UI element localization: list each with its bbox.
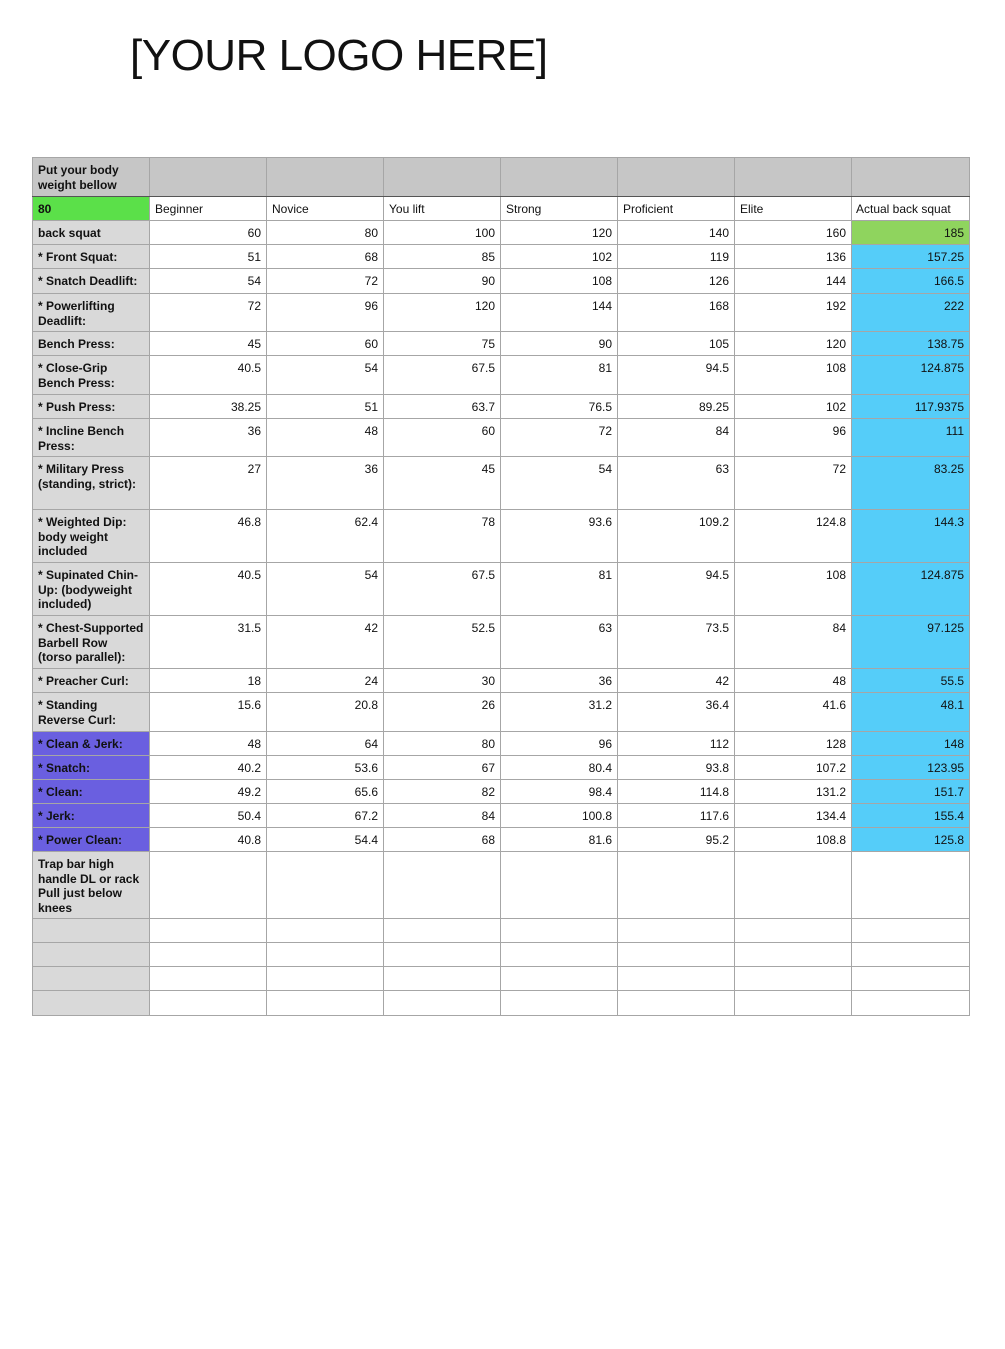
standard-value-cell[interactable]: 24 (267, 669, 384, 693)
exercise-label: * Jerk: (33, 804, 150, 828)
standard-value-cell[interactable]: 65.6 (267, 780, 384, 804)
exercise-label: Bench Press: (33, 332, 150, 356)
standard-value-cell[interactable]: 134.4 (735, 804, 852, 828)
standard-value-cell[interactable]: 96 (267, 294, 384, 332)
standard-value-cell[interactable]: 53.6 (267, 756, 384, 780)
standard-value-cell[interactable]: 80 (384, 732, 501, 756)
column-header: You lift (384, 197, 501, 221)
exercise-row (33, 828, 970, 852)
standard-value-cell[interactable]: 45 (150, 332, 267, 356)
standard-value-cell[interactable]: 40.2 (150, 756, 267, 780)
actual-value-cell[interactable]: 125.8 (852, 828, 970, 852)
standard-value-cell[interactable]: 112 (618, 732, 735, 756)
actual-value-cell[interactable]: 83.25 (852, 457, 970, 510)
exercise-row (33, 732, 970, 756)
exercise-label: * Powerlifting Deadlift: (33, 294, 150, 332)
exercise-row (33, 332, 970, 356)
exercise-label: * Standing Reverse Curl: (33, 693, 150, 732)
standard-value-cell[interactable]: 94.5 (618, 356, 735, 395)
actual-value-cell[interactable]: 97.125 (852, 616, 970, 669)
standard-value-cell[interactable]: 48 (267, 419, 384, 457)
standard-value-cell[interactable]: 67.5 (384, 563, 501, 616)
exercise-label: * Supinated Chin-Up: (bodyweight included) (33, 563, 150, 616)
actual-value-cell[interactable]: 124.875 (852, 356, 970, 395)
exercise-row (33, 245, 970, 269)
empty-row (33, 967, 970, 991)
standard-value-cell[interactable]: 63 (501, 616, 618, 669)
actual-value-cell[interactable]: 185 (852, 221, 970, 245)
exercise-row (33, 804, 970, 828)
standard-value-cell[interactable]: 124.8 (735, 510, 852, 563)
standard-value-cell[interactable]: 82 (384, 780, 501, 804)
standard-value-cell[interactable]: 105 (618, 332, 735, 356)
standard-value-cell[interactable]: 160 (735, 221, 852, 245)
standard-value-cell[interactable]: 76.5 (501, 395, 618, 419)
standard-value-cell[interactable]: 84 (384, 804, 501, 828)
exercise-label: * Snatch Deadlift: (33, 269, 150, 294)
standard-value-cell[interactable]: 119 (618, 245, 735, 269)
standard-value-cell[interactable]: 54 (150, 269, 267, 294)
standard-value-cell[interactable]: 50.4 (150, 804, 267, 828)
exercise-label: * Incline Bench Press: (33, 419, 150, 457)
exercise-label: * Clean & Jerk: (33, 732, 150, 756)
actual-value-cell[interactable]: 111 (852, 419, 970, 457)
column-header: Elite (735, 197, 852, 221)
standard-value-cell[interactable]: 15.6 (150, 693, 267, 732)
standard-value-cell[interactable]: 114.8 (618, 780, 735, 804)
standard-value-cell[interactable]: 80.4 (501, 756, 618, 780)
standard-value-cell[interactable]: 192 (735, 294, 852, 332)
standard-value-cell[interactable]: 89.25 (618, 395, 735, 419)
exercise-row (33, 780, 970, 804)
exercise-row (33, 419, 970, 457)
actual-value-cell[interactable]: 155.4 (852, 804, 970, 828)
exercise-row (33, 693, 970, 732)
standard-value-cell[interactable]: 96 (735, 419, 852, 457)
actual-value-cell[interactable]: 55.5 (852, 669, 970, 693)
standard-value-cell[interactable]: 100.8 (501, 804, 618, 828)
standard-value-cell[interactable]: 144 (501, 294, 618, 332)
exercise-label: * Chest-Supported Barbell Row (torso parallel): (33, 616, 150, 669)
exercise-row (33, 269, 970, 294)
exercise-label: * Power Clean: (33, 828, 150, 852)
column-header: Strong (501, 197, 618, 221)
column-header-row (33, 197, 970, 221)
standard-value-cell[interactable]: 18 (150, 669, 267, 693)
standard-value-cell[interactable]: 98.4 (501, 780, 618, 804)
standard-value-cell[interactable]: 131.2 (735, 780, 852, 804)
standard-value-cell[interactable]: 30 (384, 669, 501, 693)
exercise-row (33, 294, 970, 332)
standard-value-cell[interactable]: 90 (384, 269, 501, 294)
standard-value-cell[interactable]: 41.6 (735, 693, 852, 732)
standard-value-cell[interactable]: 100 (384, 221, 501, 245)
standard-value-cell[interactable]: 140 (618, 221, 735, 245)
standard-value-cell[interactable]: 46.8 (150, 510, 267, 563)
standard-value-cell[interactable]: 109.2 (618, 510, 735, 563)
actual-value-cell[interactable]: 148 (852, 732, 970, 756)
exercise-label: Trap bar high handle DL or rack Pull just below knees (33, 852, 150, 919)
exercise-label: * Clean: (33, 780, 150, 804)
standard-value-cell[interactable]: 38.25 (150, 395, 267, 419)
standard-value-cell[interactable]: 90 (501, 332, 618, 356)
standard-value-cell[interactable]: 102 (501, 245, 618, 269)
standard-value-cell[interactable]: 27 (150, 457, 267, 510)
exercise-label: back squat (33, 221, 150, 245)
standard-value-cell[interactable]: 63.7 (384, 395, 501, 419)
actual-value-cell[interactable]: 151.7 (852, 780, 970, 804)
standard-value-cell[interactable]: 120 (384, 294, 501, 332)
standard-value-cell[interactable]: 81 (501, 356, 618, 395)
exercise-label: * Weighted Dip: body weight included (33, 510, 150, 563)
standard-value-cell[interactable]: 26 (384, 693, 501, 732)
standard-value-cell[interactable]: 117.6 (618, 804, 735, 828)
standard-value-cell[interactable]: 108.8 (735, 828, 852, 852)
standard-value-cell[interactable]: 120 (735, 332, 852, 356)
actual-value-cell[interactable]: 117.9375 (852, 395, 970, 419)
standard-value-cell[interactable]: 45 (384, 457, 501, 510)
standard-value-cell[interactable]: 62.4 (267, 510, 384, 563)
standard-value-cell[interactable]: 31.2 (501, 693, 618, 732)
header-row (33, 158, 970, 197)
standard-value-cell[interactable] (501, 852, 618, 919)
exercise-label: * Front Squat: (33, 245, 150, 269)
standard-value-cell[interactable]: 126 (618, 269, 735, 294)
exercise-row (33, 395, 970, 419)
exercise-label: * Push Press: (33, 395, 150, 419)
exercise-label: * Snatch: (33, 756, 150, 780)
standard-value-cell[interactable]: 84 (618, 419, 735, 457)
standard-value-cell[interactable]: 54 (501, 457, 618, 510)
exercise-row (33, 221, 970, 245)
standard-value-cell[interactable]: 36 (150, 419, 267, 457)
standard-value-cell[interactable]: 128 (735, 732, 852, 756)
standard-value-cell[interactable]: 120 (501, 221, 618, 245)
standard-value-cell[interactable]: 42 (618, 669, 735, 693)
standard-value-cell[interactable]: 95.2 (618, 828, 735, 852)
exercise-label: * Military Press (standing, strict): (33, 457, 150, 510)
exercise-row (33, 669, 970, 693)
column-header: Proficient (618, 197, 735, 221)
standard-value-cell[interactable]: 108 (501, 269, 618, 294)
standard-value-cell[interactable] (735, 852, 852, 919)
standard-value-cell[interactable]: 168 (618, 294, 735, 332)
logo-placeholder: [YOUR LOGO HERE] (130, 31, 548, 80)
exercise-row (33, 457, 970, 510)
strength-standards-table (32, 157, 970, 1016)
actual-value-cell[interactable]: 157.25 (852, 245, 970, 269)
actual-value-cell[interactable]: 48.1 (852, 693, 970, 732)
standard-value-cell[interactable]: 36.4 (618, 693, 735, 732)
standard-value-cell[interactable]: 52.5 (384, 616, 501, 669)
exercise-label: * Preacher Curl: (33, 669, 150, 693)
standard-value-cell[interactable]: 81 (501, 563, 618, 616)
standard-value-cell[interactable]: 93.8 (618, 756, 735, 780)
standard-value-cell[interactable]: 67.2 (267, 804, 384, 828)
standard-value-cell[interactable]: 96 (501, 732, 618, 756)
exercise-row (33, 563, 970, 616)
standard-value-cell[interactable]: 54 (267, 356, 384, 395)
exercise-row (33, 616, 970, 669)
standard-value-cell[interactable]: 40.5 (150, 563, 267, 616)
standard-value-cell[interactable]: 80 (267, 221, 384, 245)
standard-value-cell[interactable]: 72 (735, 457, 852, 510)
standard-value-cell[interactable]: 20.8 (267, 693, 384, 732)
exercise-row (33, 756, 970, 780)
actual-value-cell[interactable]: 166.5 (852, 269, 970, 294)
standard-value-cell[interactable]: 48 (150, 732, 267, 756)
actual-value-cell[interactable]: 124.875 (852, 563, 970, 616)
standard-value-cell[interactable] (267, 852, 384, 919)
standard-value-cell[interactable]: 36 (267, 457, 384, 510)
standard-value-cell[interactable]: 144 (735, 269, 852, 294)
standard-value-cell[interactable]: 102 (735, 395, 852, 419)
empty-row (33, 919, 970, 943)
standard-value-cell[interactable]: 51 (150, 245, 267, 269)
exercise-row (33, 510, 970, 563)
standard-value-cell[interactable]: 93.6 (501, 510, 618, 563)
standard-value-cell[interactable]: 60 (384, 419, 501, 457)
column-header: Beginner (150, 197, 267, 221)
standard-value-cell[interactable]: 81.6 (501, 828, 618, 852)
standard-value-cell[interactable]: 63 (618, 457, 735, 510)
standard-value-cell[interactable]: 72 (501, 419, 618, 457)
standard-value-cell[interactable]: 51 (267, 395, 384, 419)
standard-value-cell[interactable]: 67.5 (384, 356, 501, 395)
standard-value-cell[interactable]: 73.5 (618, 616, 735, 669)
standard-value-cell[interactable]: 67 (384, 756, 501, 780)
column-header: Actual back squat (852, 197, 970, 221)
standard-value-cell[interactable]: 84 (735, 616, 852, 669)
column-header: Novice (267, 197, 384, 221)
standard-value-cell[interactable]: 85 (384, 245, 501, 269)
standard-value-cell[interactable]: 40.8 (150, 828, 267, 852)
standard-value-cell[interactable]: 108 (735, 356, 852, 395)
standard-value-cell[interactable]: 107.2 (735, 756, 852, 780)
empty-row (33, 943, 970, 967)
empty-row (33, 991, 970, 1016)
standard-value-cell[interactable]: 94.5 (618, 563, 735, 616)
actual-value-cell[interactable]: 123.95 (852, 756, 970, 780)
standard-value-cell[interactable]: 40.5 (150, 356, 267, 395)
standard-value-cell[interactable]: 42 (267, 616, 384, 669)
standard-value-cell[interactable]: 36 (501, 669, 618, 693)
standard-value-cell[interactable]: 54.4 (267, 828, 384, 852)
actual-value-cell[interactable]: 144.3 (852, 510, 970, 563)
standard-value-cell[interactable]: 64 (267, 732, 384, 756)
standard-value-cell[interactable]: 75 (384, 332, 501, 356)
standard-value-cell[interactable]: 49.2 (150, 780, 267, 804)
standard-value-cell[interactable]: 68 (384, 828, 501, 852)
standard-value-cell[interactable]: 136 (735, 245, 852, 269)
standard-value-cell[interactable]: 72 (267, 269, 384, 294)
standard-value-cell[interactable] (384, 852, 501, 919)
actual-value-cell[interactable] (852, 852, 970, 919)
body-weight-input[interactable]: 80 (33, 197, 150, 221)
standard-value-cell[interactable] (150, 852, 267, 919)
standard-value-cell[interactable] (618, 852, 735, 919)
standard-value-cell[interactable]: 48 (735, 669, 852, 693)
standard-value-cell[interactable]: 78 (384, 510, 501, 563)
standard-value-cell[interactable]: 108 (735, 563, 852, 616)
exercise-row (33, 356, 970, 395)
standard-value-cell[interactable]: 68 (267, 245, 384, 269)
standard-value-cell[interactable]: 31.5 (150, 616, 267, 669)
standard-value-cell[interactable]: 72 (150, 294, 267, 332)
standard-value-cell[interactable]: 60 (150, 221, 267, 245)
body-weight-instruction: Put your body weight bellow (33, 158, 150, 197)
actual-value-cell[interactable]: 222 (852, 294, 970, 332)
exercise-label: * Close-Grip Bench Press: (33, 356, 150, 395)
exercise-row (33, 852, 970, 919)
standard-value-cell[interactable]: 54 (267, 563, 384, 616)
actual-value-cell[interactable]: 138.75 (852, 332, 970, 356)
standard-value-cell[interactable]: 60 (267, 332, 384, 356)
